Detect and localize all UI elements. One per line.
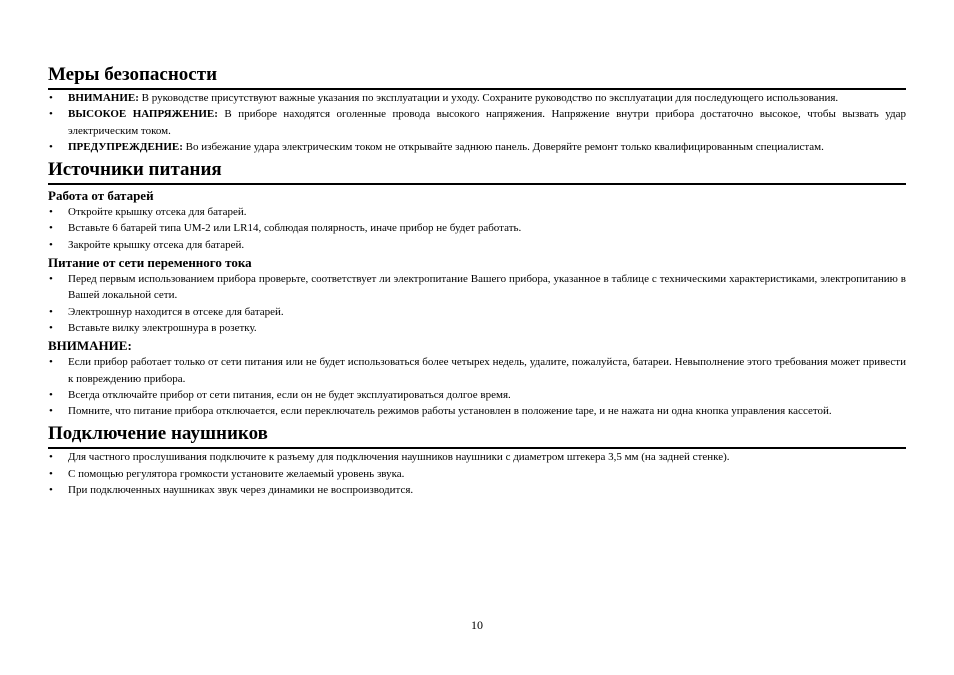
list-item xyxy=(48,387,906,403)
list-item xyxy=(48,139,906,155)
item-text: Помните, что питание прибора отключается, если переключатель режимов работы установлен в положение tape, и не нажата ни одна кнопка управления кассетой. xyxy=(68,405,832,418)
safety-heading: Меры безопасности xyxy=(48,64,906,90)
manual-page xyxy=(48,64,906,502)
page-number: 10 xyxy=(471,618,483,632)
bullet-icon: • xyxy=(49,238,53,251)
power-section xyxy=(48,159,906,419)
item-text: Закройте крышку отсека для батарей. xyxy=(68,238,245,251)
item-lead: ПРЕДУПРЕЖДЕНИЕ: xyxy=(68,140,183,153)
bullet-icon: • xyxy=(49,273,53,286)
power-heading: Источники питания xyxy=(48,159,906,185)
item-text: Если прибор работает только от сети питания или не будет использоваться более четырех недель, удалите, пожалуйста, батареи. Невыполнение этого требования может привести к повреждению прибора. xyxy=(68,356,906,385)
item-text: Вставьте вилку электрошнура в розетку. xyxy=(68,321,257,334)
safety-list xyxy=(48,90,906,155)
warning-subsection xyxy=(48,338,906,419)
battery-subheading: Работа от батарей xyxy=(48,188,154,204)
list-item xyxy=(48,271,906,304)
list-item xyxy=(48,204,906,220)
bullet-icon: • xyxy=(49,451,53,464)
bullet-icon: • xyxy=(49,92,53,104)
item-lead: ВНИМАНИЕ: xyxy=(68,92,139,104)
item-text: Во избежание удара электрическим током не открывайте заднюю панель. Доверяйте ремонт только квалифицированным специалистам. xyxy=(185,140,824,153)
item-text: В руководстве присутствуют важные указания по эксплуатации и уходу. Сохраните руководство по эксплуатации для последующего использования. xyxy=(141,92,839,104)
list-item xyxy=(48,106,906,139)
list-item xyxy=(48,354,906,387)
bullet-icon: • xyxy=(49,405,53,418)
list-item xyxy=(48,220,906,236)
headphones-list xyxy=(48,449,906,498)
warning-list xyxy=(48,354,906,419)
list-item xyxy=(48,90,906,106)
item-text: Электрошнур находится в отсеке для батарей. xyxy=(68,305,284,318)
mains-subheading: Питание от сети переменного тока xyxy=(48,255,252,271)
battery-list xyxy=(48,204,906,253)
list-item xyxy=(48,466,906,482)
list-item xyxy=(48,304,906,320)
warning-subheading: ВНИМАНИЕ: xyxy=(48,338,132,354)
bullet-icon: • xyxy=(49,108,53,121)
bullet-icon: • xyxy=(49,206,53,219)
item-text: Для частного прослушивания подключите к разъему для подключения наушников наушники с диаметром штекера 3,5 мм (на задней стенке). xyxy=(68,451,730,464)
headphones-section xyxy=(48,423,906,498)
item-text: С помощью регулятора громкости установите желаемый уровень звука. xyxy=(68,467,405,480)
list-item xyxy=(48,449,906,465)
item-text: В приборе находятся оголенные провода высокого напряжения. Напряжение внутри прибора достаточно высокое, чтобы вызвать удар электрическим током. xyxy=(68,108,907,137)
item-text: При подключенных наушниках звук через динамики не воспроизводится. xyxy=(68,484,414,497)
bullet-icon: • xyxy=(49,388,53,401)
safety-section xyxy=(48,64,906,155)
battery-subsection xyxy=(48,188,906,253)
item-text: Вставьте 6 батарей типа UM-2 или LR14, соблюдая полярность, иначе прибор не будет работать. xyxy=(68,222,522,235)
list-item xyxy=(48,482,906,498)
bullet-icon: • xyxy=(49,467,53,480)
item-lead: ВЫСОКОЕ НАПРЯЖЕНИЕ: xyxy=(68,108,218,121)
bullet-icon: • xyxy=(49,222,53,235)
mains-subsection xyxy=(48,255,906,336)
bullet-icon: • xyxy=(49,140,53,153)
item-text: Всегда отключайте прибор от сети питания, если он не будет эксплуатироваться долгое время. xyxy=(68,388,511,401)
bullet-icon: • xyxy=(49,321,53,334)
list-item xyxy=(48,320,906,336)
mains-list xyxy=(48,271,906,336)
bullet-icon: • xyxy=(49,305,53,318)
item-text: Откройте крышку отсека для батарей. xyxy=(68,206,247,219)
bullet-icon: • xyxy=(49,484,53,497)
headphones-heading: Подключение наушников xyxy=(48,423,906,449)
bullet-icon: • xyxy=(49,356,53,369)
list-item xyxy=(48,237,906,253)
list-item xyxy=(48,403,906,419)
item-text: Перед первым использованием прибора проверьте, соответствует ли электропитание Вашего прибора, указанное в таблице с техническими характеристиками, электропитанию в Вашей локальной сети. xyxy=(68,273,906,302)
